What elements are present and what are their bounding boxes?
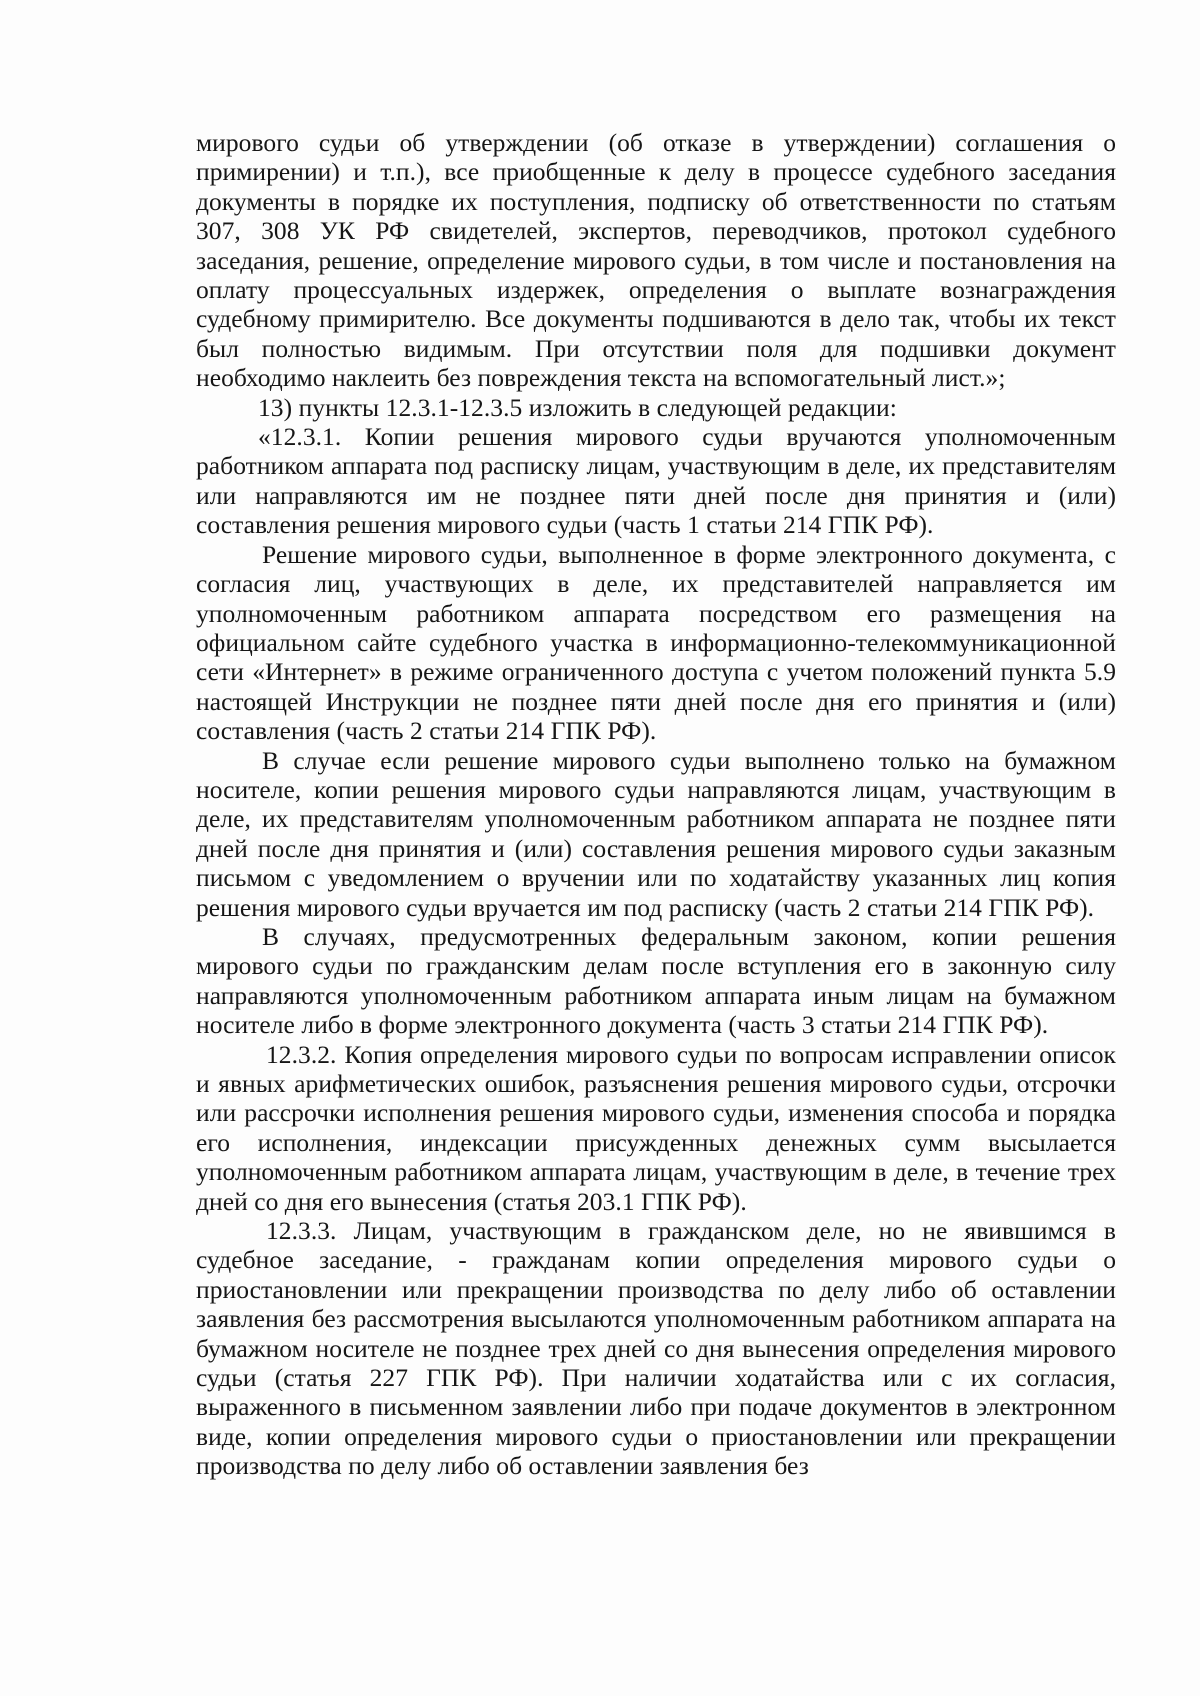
paragraph-electronic-decision: Решение мирового судьи, выполненное в форме электронного документа, с согласия лиц, участвующих в деле, их представителей направляется им уполномоченным работником аппарата посредством его размещения на официальном сайте судебного участка в информационно-телекоммуникационной сети «Интернет» в режиме ограниченного доступа с учетом положений пункта 5.9 настоящей Инструкции не позднее пяти дней после дня его принятия и (или) составления (часть 2 статьи 214 ГПК РФ). — [196, 539, 1116, 746]
paragraph-12-3-1: «12.3.1. Копии решения мирового судьи вручаются уполномоченным работником аппарата под расписку лицам, участвующим в деле, их представителям или направляются им не позднее пяти дней после дня принятия и (или) составления решения мирового судьи (часть 1 статьи 214 ГПК РФ). — [196, 422, 1116, 540]
document-body — [196, 128, 1116, 1481]
paragraph-federal-law-cases: В случаях, предусмотренных федеральным законом, копии решения мирового судьи по гражданским делам после вступления его в законную силу направляются уполномоченным работником аппарата иным лицам на бумажном носителе либо в форме электронного документа (часть 3 статьи 214 ГПК РФ). — [196, 921, 1116, 1040]
paragraph-paper-decision: В случае если решение мирового судьи выполнено только на бумажном носителе, копии решения мирового судьи направляются лицам, участвующим в деле, их представителям уполномоченным работником аппарата не позднее пяти дней после дня принятия и (или) составления решения мирового судьи заказным письмом с уведомлением о вручении или по ходатайству указанных лиц копия решения мирового судьи вручается им под расписку (часть 2 статьи 214 ГПК РФ). — [196, 745, 1116, 922]
paragraph-continued: мирового судьи об утверждении (об отказе в утверждении) соглашения о примирении) и т.п.), все приобщенные к делу в процессе судебного заседания документы в порядке их поступления, подписку об ответственности по статьям 307, 308 УК РФ свидетелей, экспертов, переводчиков, протокол судебного заседания, решение, определение мирового судьи, в том числе и постановления на оплату процессуальных издержек, определения о выплате вознаграждения судебному примирителю. Все документы подшиваются в дело так, чтобы их текст был полностью видимым. При отсутствии поля для подшивки документ необходимо наклеить без повреждения текста на вспомогательный лист.»; — [196, 128, 1116, 393]
paragraph-item-13: 13) пункты 12.3.1-12.3.5 изложить в следующей редакции: — [258, 392, 897, 422]
paragraph-12-3-3: 12.3.3. Лицам, участвующим в гражданском деле, но не явившимся в судебное заседание, - гражданам копии определения мирового судьи о приостановлении или прекращении производства по делу либо об оставлении заявления без рассмотрения высылаются уполномоченным работником аппарата на бумажном носителе не позднее трех дней со дня вынесения определения мирового судьи (статья 227 ГПК РФ). При наличии ходатайства или с их согласия, выраженного в письменном заявлении либо при подаче документов в электронном виде, копии определения мирового судьи о приостановлении или прекращении производства по делу либо об оставлении заявления без — [196, 1216, 1116, 1481]
paragraph-12-3-2: 12.3.2. Копия определения мирового судьи по вопросам исправлении описок и явных арифметических ошибок, разъяснения решения мирового судьи, отсрочки или рассрочки исполнения решения мирового судьи, изменения способа и порядка его исполнения, индексации присужденных денежных сумм высылается уполномоченным работником аппарата лицам, участвующим в деле, в течение трех дней со дня его вынесения (статья 203.1 ГПК РФ). — [196, 1039, 1116, 1216]
